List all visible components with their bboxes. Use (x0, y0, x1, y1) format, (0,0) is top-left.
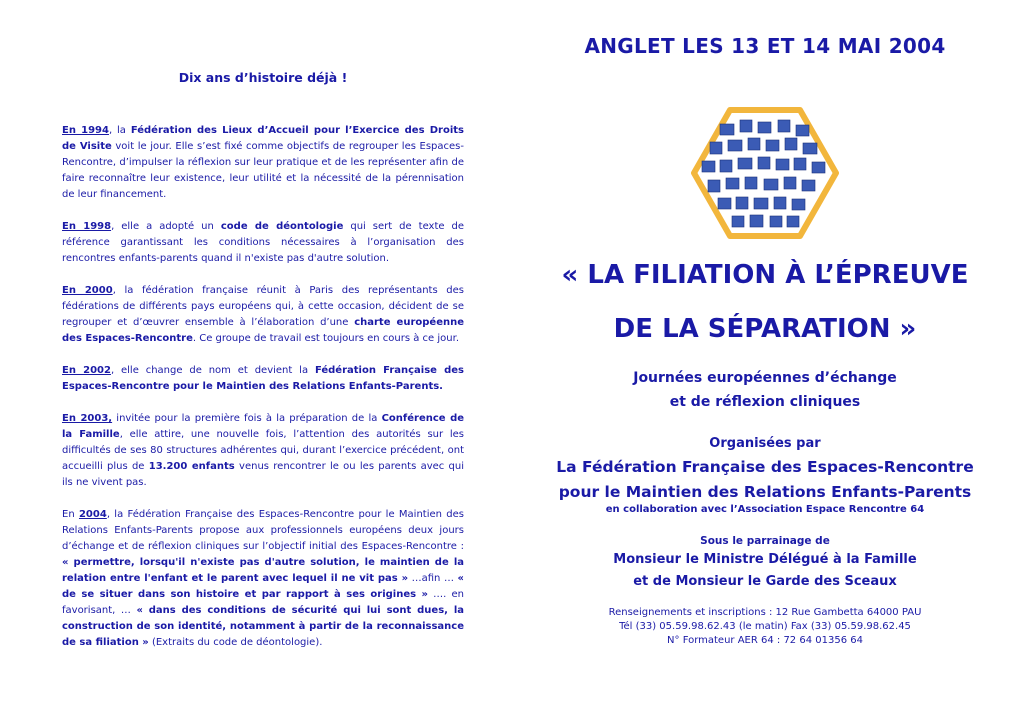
quote-history-origins: « de se situer dans son histoire et par rapport à ses origines » (62, 573, 464, 600)
history-paragraph-2004: En 2004, la Fédération Française des Espaces-Rencontre pour le Maintien des Relations Enfants-Parents propose aux professionnels européens deux jours d’échange et de réflexion cliniques sur l’objectif initial des Espaces-Rencontre : « permettre, lorsqu'il n'existe pas d'autre solution, le maintien de la relation entre l'enfant et le parent avec lequel il ne vit pas » …afin … « de se situer dans son histoire et par rapport à ses origines » …. en favorisant, … « dans des conditions de sécurité qui lui sont dues, la construction de son identité, notamment à partir de la reconnaissance de sa filiation » (Extraits du code de déontologie). (62, 509, 464, 648)
year-1994: En 1994 (62, 125, 109, 136)
quote-identity-filiation: « dans des conditions de sécurité qui lui sont dues, la construction de son identité, notamment à partir de la reconnaissance de sa filiation » (62, 605, 464, 648)
subtitle-line-2: et de réflexion cliniques (669, 394, 861, 410)
main-title-line-1: « LA FILIATION À L’ÉPREUVE (561, 260, 969, 290)
history-paragraph-1994: En 1994, la Fédération des Lieux d’Accueil pour l’Exercice des Droits de Visite voit le jour. Elle s’est fixé comme objectifs de regrouper les Espaces-Rencontre, d’impulser la réflexion sur leur pratique et de les représenter afin de faire reconnaître leur existence, leur utilité et la nécessité de la pérennisation de leur financement. (62, 125, 465, 200)
history-paragraph-1998: En 1998, elle a adopté un code de déontologie qui sert de texte de référence garantissant les conditions nécessaires à l’organisation des rencontres enfants-parents quand il n'existe pas d'autre solution. (62, 221, 465, 264)
history-paragraph-2000: En 2000, la fédération française réunit à Paris des représentants des fédérations de différents pays européens qui, à cette occasion, décident de se regrouper et d’œuvrer ensemble à l’élaboration d’une charte européenne des Espaces-Rencontre. Ce groupe de travail est toujours en cours à ce jour. (62, 285, 464, 344)
european-charter: charte européenne des Espaces-Rencontre (62, 317, 464, 344)
federation-line-1: La Fédération Française des Espaces-Rencontre (556, 458, 974, 476)
event-date-title: ANGLET LES 13 ET 14 MAI 2004 (584, 34, 946, 58)
contact-address: Renseignements et inscriptions : 12 Rue Gambetta 64000 PAU (608, 607, 922, 618)
history-title: Dix ans d’histoire déjà ! (178, 70, 348, 85)
year-2003: En 2003, (62, 413, 113, 424)
federation-name-1994: Fédération des Lieux d’Accueil pour l’Exercice des Droits de Visite (62, 125, 464, 152)
history-paragraph-2003: En 2003, invitée pour la première fois à la préparation de la Conférence de la Famille, elle attire, une nouvelle fois, l’attention des autorités sur les difficultés de ses 80 structures adhérentes qui, durant l’exercice précédent, ont accueilli plus de 13.200 enfants venus rencontrer le ou les parents avec qui ils ne vivent pas. (62, 413, 465, 488)
minister-line-2: et de Monsieur le Garde des Sceaux (633, 574, 897, 589)
code-of-ethics: code de déontologie (220, 221, 344, 232)
family-conference: Conférence de la Famille (62, 413, 465, 440)
federation-line-2: pour le Maintien des Relations Enfants-Parents (558, 483, 972, 501)
hexagon-families-logo-icon (690, 106, 840, 240)
history-column (62, 70, 464, 667)
quote-maintain-relation: « permettre, lorsqu'il n'existe pas d'autre solution, le maintien de la relation entre l'enfant et le parent avec lequel il ne vit pas » (62, 557, 464, 584)
patronage-label: Sous le parrainage de (700, 535, 830, 547)
main-title-line-2: DE LA SÉPARATION » (613, 314, 917, 344)
year-2000: En 2000 (62, 285, 113, 296)
subtitle-line-1: Journées européennes d’échange (633, 370, 897, 386)
history-paragraph-2002: En 2002, elle change de nom et devient la Fédération Française des Espaces-Rencontre pour le Maintien des Relations Enfants-Parents. (62, 365, 465, 392)
collaboration-note: en collaboration avec l’Association Espace Rencontre 64 (605, 504, 925, 515)
year-2004: 2004 (78, 509, 107, 520)
children-count: 13.200 enfants (148, 461, 235, 472)
federation-new-name: Fédération Française des Espaces-Rencontre pour le Maintien des Relations Enfants-Parents. (62, 365, 465, 392)
subtitle (540, 366, 990, 414)
trainer-number: N° Formateur AER 64 : 72 64 01356 64 (667, 635, 863, 646)
contact-phone-fax: Tél (33) 05.59.98.62.43 (le matin) Fax (33) 05.59.98.62.45 (619, 621, 911, 632)
organized-by-label: Organisées par (709, 436, 821, 451)
year-2002: En 2002 (62, 365, 111, 376)
minister-line-1: Monsieur le Ministre Délégué à la Famille (613, 552, 917, 567)
year-1998: En 1998 (62, 221, 112, 232)
